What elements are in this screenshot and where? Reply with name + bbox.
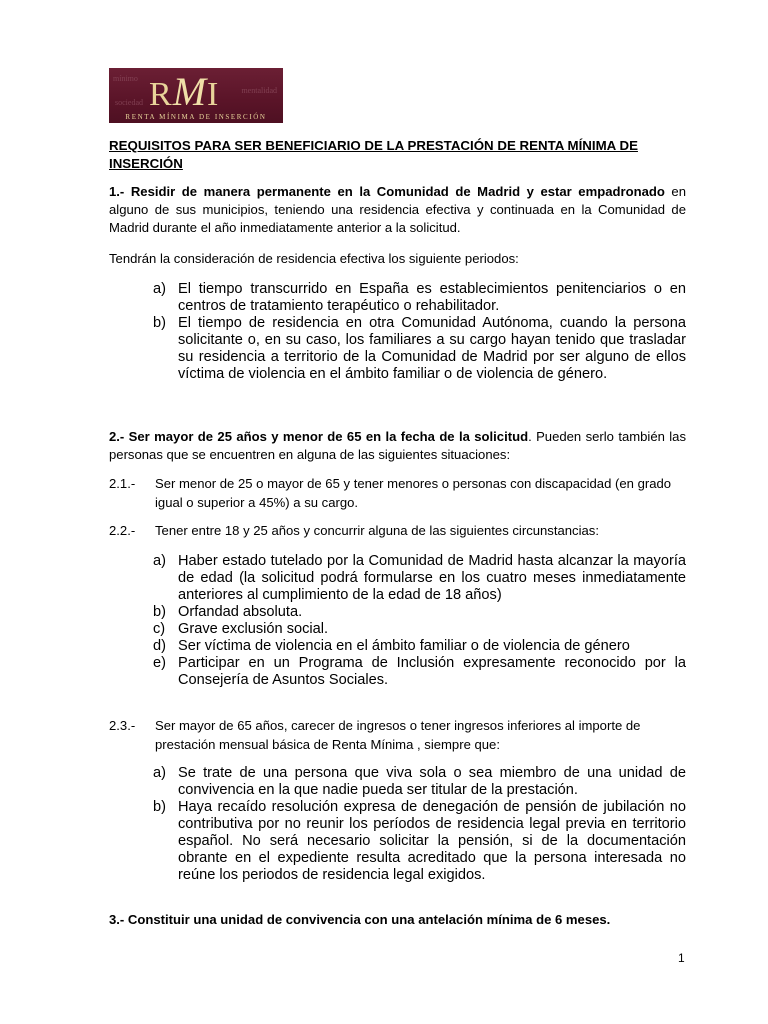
point-2-2-list <box>153 553 686 689</box>
list-item: b) Haya recaído resolución expresa de denegación de pensión de jubilación no contributiva por no reunir los períodos de residencia legal previa en territorio español. No será necesario solicitar la pensión, si de la documentación obrante en el expediente resulta acreditado que la persona interesada no reúne los periodos de residencia legal exigidos. <box>153 799 686 883</box>
section-2-text: . Pueden serlo también las personas que se encuentren en alguna de las siguientes situaciones: <box>109 429 686 462</box>
section-1-list <box>153 281 686 383</box>
list-item: a) El tiempo transcurrido en España es establecimientos penitenciarios o en centros de tratamiento terapéutico o rehabilitador. <box>153 281 686 314</box>
list-item: b) Orfandad absoluta. <box>153 604 303 620</box>
section-1-heading: 1.- Residir de manera permanente en la Comunidad de Madrid y estar empadronado <box>109 184 665 199</box>
section-1-intro: Tendrán la consideración de residencia efectiva los siguiente periodos: <box>109 251 519 266</box>
list-item: b) El tiempo de residencia en otra Comunidad Autónoma, cuando la persona solicitante o, en su caso, los familiares a su cargo hayan tenido que trasladar su residencia a territorio de la Comunidad de Madrid por ser alguno de ellos víctima de violencia en el ámbito familiar o de violencia de género. <box>153 315 686 382</box>
list-item: a) Haber estado tutelado por la Comunidad de Madrid hasta alcanzar la mayoría de edad (la solicitud podrá formularse en los cuatro meses inmediatamente anteriores al cumplimiento de la edad de 18 años) <box>153 553 686 603</box>
list-item: c) Grave exclusión social. <box>153 621 329 637</box>
section-2-paragraph <box>109 428 686 464</box>
section-1-text: en alguno de sus municipios, teniendo una residencia efectiva y continuada en la Comunidad de Madrid durante el año inmediatamente anterior a la solicitud. <box>109 184 687 235</box>
section-1-paragraph <box>109 183 686 237</box>
point-2-2: 2.2.- Tener entre 18 y 25 años y concurrir alguna de las siguientes circunstancias: <box>109 523 599 538</box>
point-2-3: 2.3.- Ser mayor de 65 años, carecer de ingresos o tener ingresos inferiores al importe de prestación mensual básica de Renta Mínima , siempre que: <box>109 718 641 752</box>
logo-watermark-text: mentalidad <box>241 86 277 95</box>
list-item: a) Se trate de una persona que viva sola o sea miembro de una unidad de convivencia en la que nadie pueda ser titular de la prestación. <box>153 765 686 798</box>
section-3-heading: 3.- Constituir una unidad de convivencia con una antelación mínima de 6 meses. <box>109 912 611 927</box>
list-item: d) Ser víctima de violencia en el ámbito familiar o de violencia de género <box>153 638 630 654</box>
list-item: e) Participar en un Programa de Inclusión expresamente reconocido por la Consejería de Asuntos Sociales. <box>153 655 686 688</box>
section-2-heading: 2.- Ser mayor de 25 años y menor de 65 en la fecha de la solicitud <box>109 429 529 444</box>
logo-watermark-text: sociedad <box>115 98 143 107</box>
point-2-1: 2.1.- Ser menor de 25 o mayor de 65 y tener menores o personas con discapacidad (en grado igual o superior a 45%) a su cargo. <box>109 476 672 510</box>
rmi-logo <box>109 68 283 123</box>
page-title: REQUISITOS PARA SER BENEFICIARIO DE LA PRESTACIÓN DE RENTA MÍNIMA DE INSERCIÓN <box>109 138 638 171</box>
logo-mark: RMI <box>149 69 220 114</box>
logo-watermark-text: mínimo <box>113 74 138 83</box>
point-2-3-list <box>153 765 686 884</box>
logo-subtitle: RENTA MÍNIMA DE INSERCIÓN <box>125 113 267 121</box>
page-number: 1 <box>678 951 685 965</box>
